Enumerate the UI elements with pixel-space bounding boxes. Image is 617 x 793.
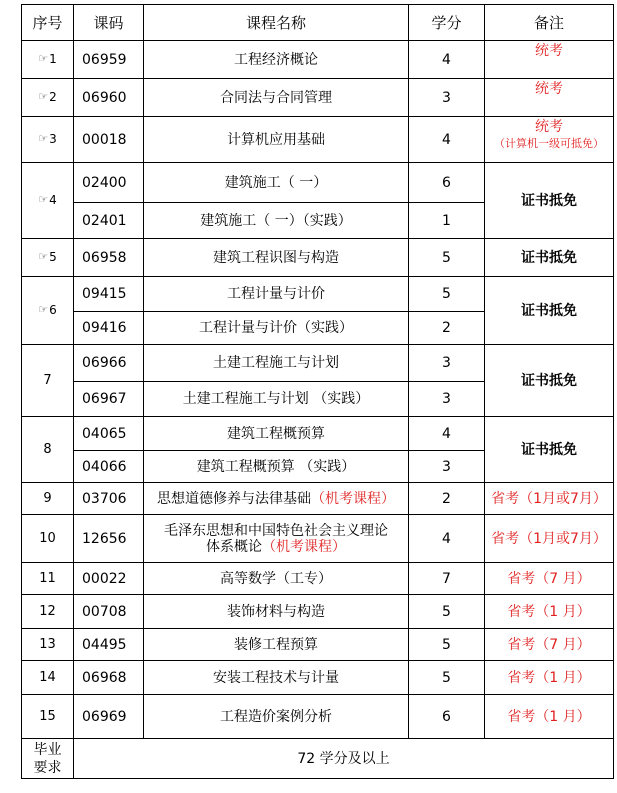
course-code: 06969 [74,695,144,739]
course-note [485,117,614,163]
course-code: 04066 [74,451,144,483]
seq-cell [22,661,74,695]
course-credit: 5 [409,277,485,312]
course-name-text: 合同法与合同管理 [220,89,332,106]
seq-cell [22,629,74,661]
course-credit: 2 [409,483,485,515]
note-text: 证书抵免 [521,441,577,458]
course-name-text: 工程造价案例分析 [220,708,332,725]
course-note [485,563,614,595]
seq-cell [22,417,74,483]
seq-cell [22,239,74,277]
table-row [22,695,614,739]
seq-number: 2 [49,90,57,105]
note-text: 统考 [535,119,563,135]
header-code: 课码 [74,5,144,41]
table-row [22,277,614,312]
header-note: 备注 [485,5,614,41]
header-name: 课程名称 [144,5,409,41]
table-row [22,79,614,117]
note-text: 证书抵免 [521,372,577,389]
seq-number: 15 [39,708,56,724]
course-note [485,79,614,117]
exam-mode-tag: （机考课程） [262,538,346,555]
seq-number: 13 [39,636,56,652]
header-credit: 学分 [409,5,485,41]
course-credit: 7 [409,563,485,595]
course-name-text: 建筑工程识图与构造 [213,249,339,266]
course-credit: 3 [409,382,485,417]
course-code: 06959 [74,41,144,79]
course-name-text: 土建工程施工与计划 [213,355,339,371]
seq-number: 7 [43,372,52,388]
course-name [144,483,409,515]
course-code: 09416 [74,312,144,345]
note-text: 省考（7 月） [507,570,591,587]
course-code: 02401 [74,203,144,239]
pointing-hand-icon: ☞ [38,52,49,66]
course-name-text: 装修工程预算 [234,636,318,653]
course-name-text: 土建工程施工与计划 （实践） [182,391,370,407]
course-note [485,163,614,239]
course-credit: 3 [409,451,485,483]
note-text: 省考（1 月） [507,603,591,620]
course-name [144,79,409,117]
course-note [485,345,614,417]
course-code: 00708 [74,595,144,629]
seq-cell [22,563,74,595]
table-row [22,661,614,695]
course-note [485,695,614,739]
seq-number: 10 [39,530,56,546]
course-code: 06958 [74,239,144,277]
course-name [144,563,409,595]
course-code: 03706 [74,483,144,515]
note-text: 省考（1 月） [507,669,591,686]
course-name-text: 高等数学（工专） [220,570,332,587]
seq-cell [22,163,74,239]
course-note [485,41,614,79]
table-row [22,345,614,382]
course-note [485,515,614,563]
course-name-text: 建筑施工（ 一） [224,174,328,191]
pointing-hand-icon: ☞ [38,193,49,207]
course-code: 06966 [74,345,144,382]
course-credit: 4 [409,417,485,451]
table-row [22,41,614,79]
course-credit: 5 [409,239,485,277]
note-subtext: （计算机一级可抵免） [494,137,604,150]
course-name-text: 工程计量与计价（实践） [199,320,353,336]
course-name [144,163,409,203]
course-name-text: 建筑施工（ 一）（实践） [200,212,352,229]
table-row [22,563,614,595]
seq-cell [22,345,74,417]
course-credit: 3 [409,79,485,117]
note-text: 统考 [535,43,563,59]
course-note [485,417,614,483]
course-credit: 5 [409,595,485,629]
pointing-hand-icon: ☞ [38,90,49,104]
table-row [22,117,614,163]
course-name-text: 工程经济概论 [234,51,318,68]
course-code: 06968 [74,661,144,695]
course-table [21,4,614,779]
seq-number: 6 [49,303,57,318]
seq-number: 12 [39,603,56,619]
course-name-text: 工程计量与计价 [227,286,325,302]
table-row [22,629,614,661]
course-note [485,239,614,277]
seq-cell [22,117,74,163]
course-name-text: 建筑工程概预算 [227,425,325,442]
course-name [144,629,409,661]
exam-mode-tag: （机考课程） [311,490,395,507]
course-name [144,661,409,695]
course-code: 04495 [74,629,144,661]
note-text: 省考（1 月） [507,708,591,725]
footer-text: 72 学分及以上 [74,739,614,779]
course-credit: 4 [409,117,485,163]
course-name [144,695,409,739]
seq-cell [22,79,74,117]
course-note [485,629,614,661]
course-credit: 5 [409,629,485,661]
course-credit: 4 [409,515,485,563]
course-name-text: 装饰材料与构造 [227,603,325,620]
note-text: 证书抵免 [521,192,577,209]
course-name-text: 毛泽东思想和中国特色社会主义理论 [164,522,388,539]
course-name [144,41,409,79]
course-code: 09415 [74,277,144,312]
course-name-text: 计算机应用基础 [227,131,325,148]
course-code: 04065 [74,417,144,451]
seq-cell [22,41,74,79]
header-seq: 序号 [22,5,74,41]
course-code: 12656 [74,515,144,563]
course-note [485,277,614,345]
course-credit: 6 [409,163,485,203]
seq-cell [22,277,74,345]
note-text: 省考（1月或7月） [491,490,607,507]
table-row [22,483,614,515]
course-note [485,483,614,515]
seq-number: 9 [43,490,52,506]
table-row [22,239,614,277]
course-code: 02400 [74,163,144,203]
course-name [144,239,409,277]
course-name [144,382,409,417]
course-credit: 5 [409,661,485,695]
table-row [22,515,614,563]
seq-number: 14 [39,669,56,685]
course-code: 00018 [74,117,144,163]
seq-number: 8 [43,441,52,457]
pointing-hand-icon: ☞ [38,132,49,146]
course-name [144,117,409,163]
course-credit: 2 [409,312,485,345]
course-credit: 1 [409,203,485,239]
seq-number: 3 [49,132,57,147]
note-text: 统考 [535,81,563,97]
footer-label: 毕业要求 [22,739,74,779]
course-name-line2: 体系概论 [206,538,262,555]
pointing-hand-icon: ☞ [38,250,49,264]
course-name [144,277,409,312]
seq-cell [22,595,74,629]
course-code: 06967 [74,382,144,417]
course-credit: 4 [409,41,485,79]
course-note [485,595,614,629]
seq-cell [22,515,74,563]
course-credit: 3 [409,345,485,382]
seq-number: 5 [49,250,57,265]
course-name-text: 安装工程技术与计量 [213,669,339,686]
course-name [144,595,409,629]
course-name [144,203,409,239]
seq-cell [22,695,74,739]
note-text: 省考（1月或7月） [491,530,607,547]
table-row [22,163,614,203]
course-code: 06960 [74,79,144,117]
course-credit: 6 [409,695,485,739]
course-name [144,345,409,382]
course-name-text: 思想道德修养与法律基础 [157,490,311,507]
note-text: 省考（7 月） [507,636,591,653]
table-row [22,595,614,629]
seq-number: 11 [39,570,56,586]
seq-cell [22,483,74,515]
course-note [485,661,614,695]
seq-number: 1 [49,52,57,67]
course-name [144,312,409,345]
course-name [144,417,409,451]
course-code: 00022 [74,563,144,595]
course-name [144,451,409,483]
course-name [144,515,409,563]
course-name-text: 建筑工程概预算 （实践） [196,458,356,475]
seq-number: 4 [49,193,57,208]
pointing-hand-icon: ☞ [38,303,49,317]
note-text: 证书抵免 [521,302,577,319]
note-text: 证书抵免 [521,249,577,266]
table-row [22,417,614,451]
